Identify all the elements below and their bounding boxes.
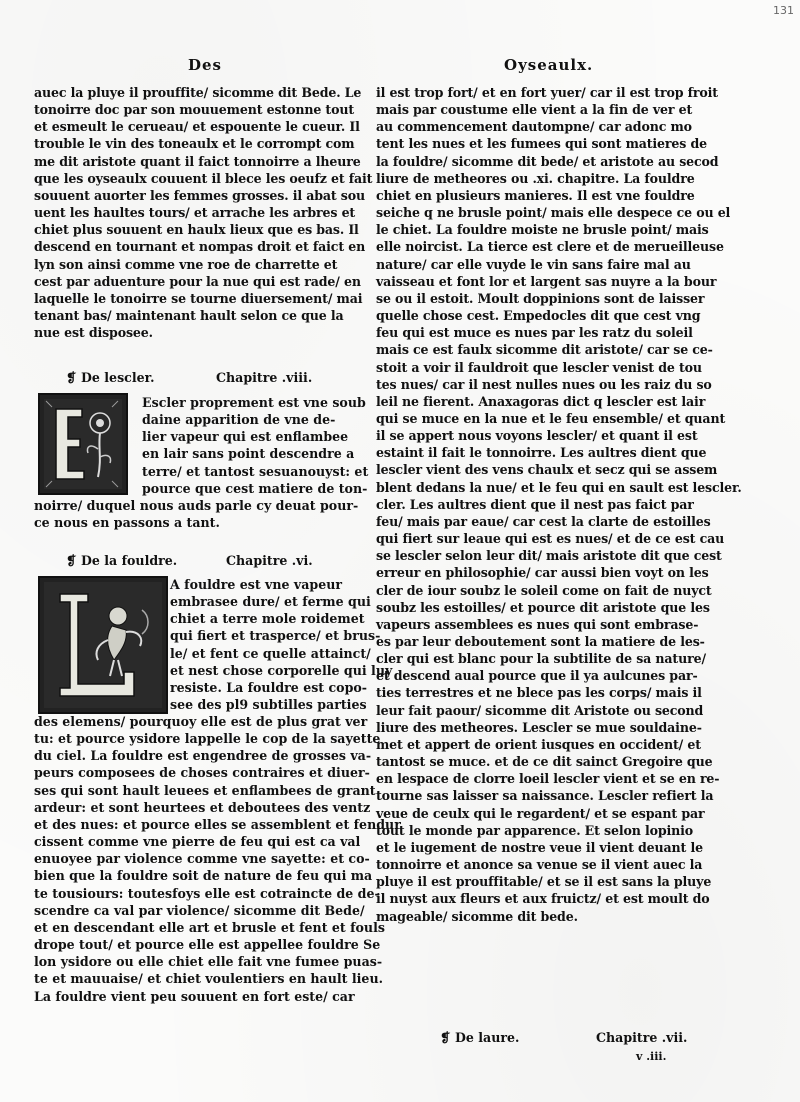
text-line: terre/ et tantost sesuanouyst: et: [142, 463, 369, 479]
text-line: pource que cest matiere de ton-: [142, 480, 368, 496]
text-line: que les oyseaulx couuent il blece les oeufz et fait: [34, 170, 373, 186]
text-line: qui se muce en la nue et le feu ensemble/ et quant: [376, 410, 726, 426]
paragraph-lescler-indented: [142, 394, 369, 497]
text-line: trouble le vin des toneaulx et le corrompt com: [34, 136, 355, 152]
text-line: le/ et fent ce quelle attainct/: [170, 645, 371, 661]
text-line: La fouldre vient peu souuent en fort este/ car: [34, 988, 355, 1004]
text-line: tent les nues et les fumees qui sont matieres de: [376, 136, 707, 152]
heading-label: De la fouldre.: [80, 553, 178, 568]
running-head-left: Des: [188, 56, 222, 74]
text-line: ties terrestres et ne blece pas les corps/ mais il: [376, 685, 702, 701]
text-line: tu: et pource ysidore lappelle le cop de la sayette: [34, 731, 381, 747]
running-head-right: Oyseaulx.: [504, 56, 594, 74]
text-line: et esmeult le cerueau/ et espouente le cueur. Il: [34, 119, 360, 135]
text-line: cissent comme vne pierre de feu qui est ca val: [34, 834, 361, 850]
text-line: mageable/ sicomme dit bede.: [376, 908, 578, 924]
paragraph-fouldre-full: [34, 713, 401, 1005]
text-line: cest par aduenture pour la nue qui est rade/ en: [34, 273, 361, 289]
text-line: qui fiert et trasperce/ et brus-: [170, 628, 381, 644]
text-line: et nest chose corporelle qui luy: [170, 662, 393, 678]
text-line: feu/ mais par eaue/ car cest la clarte de estoilles: [376, 513, 711, 529]
text-line: chiet en plusieurs manieres. Il est vne fouldre: [376, 187, 695, 203]
text-line: des elemens/ pourquoy elle est de plus grat ver: [34, 714, 368, 729]
text-line: lyn son ainsi comme vne roe de charrette et: [34, 256, 338, 272]
left-column-top: [34, 84, 373, 341]
text-line: au commencement dautompne/ car adonc mo: [376, 119, 692, 135]
text-line: veue de ceulx qui le regardent/ et se espant par: [376, 805, 705, 821]
text-line: tantost se muce. et de ce dit sainct Gregoire que: [376, 754, 713, 770]
paragraph-lescler-full: [34, 497, 360, 531]
text-line: tes nues/ car il nest nulles nues ou les raiz du so: [376, 376, 712, 392]
text-line: liure des metheores. Lescler se mue souldaine-: [376, 719, 702, 735]
text-line: et en descendant elle art et brusle et fent et fouls: [34, 919, 385, 935]
chapter-label: Chapitre .vii.: [596, 1030, 688, 1045]
text-line: tonnoirre et anonce sa venue se il vient auec la: [376, 857, 703, 873]
text-line: souuent auorter les femmes grosses. il abat sou: [34, 187, 365, 203]
text-line: se ou il estoit. Moult doppinions sont de laisser: [376, 290, 705, 306]
text-line: vapeurs assemblees es nues qui sont embrase-: [376, 616, 699, 632]
text-line: me dit aristote quant il faict tonnoirre a lheure: [34, 153, 361, 169]
section-heading-lescler: [66, 370, 155, 385]
text-line: du ciel. La fouldre est engendree de grosses va-: [34, 748, 372, 764]
text-line: stoit a voir il fauldroit que lescler venist de tou: [376, 359, 702, 375]
text-line: nue est disposee.: [34, 325, 153, 341]
text-line: Escler proprement est vne soub: [142, 395, 366, 410]
text-line: scendre ca val par violence/ sicomme dit Bede/: [34, 902, 365, 918]
text-line: ardeur: et sont heurtees et deboutees des ventz: [34, 799, 371, 815]
right-column: [376, 84, 742, 925]
text-line: resiste. La fouldre est copo-: [170, 679, 368, 695]
text-line: mais par coustume elle vient a la fin de ver et: [376, 102, 693, 118]
signature-mark: v .iii.: [636, 1050, 667, 1063]
text-line: auec la pluye il prouffite/ sicomme dit Bede. Le: [34, 85, 362, 100]
text-line: cler de iour soubz le soleil come on fait de nuyct: [376, 582, 712, 598]
text-line: il est trop fort/ et en fort yuer/ car il est trop froit: [376, 85, 718, 100]
section-heading-fouldre: [66, 553, 177, 568]
text-line: peurs composees de choses contraires et diuer-: [34, 765, 370, 781]
text-line: drope tout/ et pource elle est appellee fouldre Se: [34, 937, 381, 953]
text-line: bien que la fouldre soit de nature de feu qui ma: [34, 868, 373, 884]
text-line: la fouldre/ sicomme dit bede/ et aristote au secod: [376, 153, 719, 169]
text-line: embrasee dure/ et ferme qui: [170, 594, 371, 610]
text-line: ce nous en passons a tant.: [34, 515, 220, 531]
text-line: chiet a terre mole roidemet: [170, 611, 365, 627]
heading-label: De lescler.: [80, 370, 155, 385]
paragraph-mark-icon: ❡: [66, 553, 77, 568]
text-line: chiet plus souuent en haulx lieux que es bas. Il: [34, 222, 359, 238]
folio-number: 131: [773, 4, 794, 17]
text-line: tenant bas/ maintenant hault selon ce que la: [34, 308, 344, 324]
text-line: feu qui est muce es nues par les ratz du soleil: [376, 325, 693, 341]
text-line: se lescler selon leur dit/ mais aristote dit que cest: [376, 548, 722, 564]
text-line: uent les haultes tours/ et arrache les arbres et: [34, 205, 356, 221]
text-line: et descend aual pource que il ya aulcunes par-: [376, 668, 698, 684]
text-line: elle noircist. La tierce est clere et de merueilleuse: [376, 239, 724, 255]
text-line: nature/ car elle vuyde le vin sans faire mal au: [376, 256, 691, 272]
text-line: pluye il est prouffitable/ et se il est sans la pluye: [376, 874, 712, 890]
text-line: le chiet. La fouldre moiste ne brusle point/ mais: [376, 222, 709, 238]
text-line: te et mauuaise/ et chiet voulentiers en hault lieu.: [34, 971, 383, 987]
text-line: quelle chose cest. Empedocles dit que cest vng: [376, 308, 701, 324]
text-line: erreur en philosophie/ car aussi bien voyt on les: [376, 565, 709, 581]
text-line: A fouldre est vne vapeur: [170, 577, 343, 592]
text-line: lescler vient des vens chaulx et secz qui se assem: [376, 462, 718, 478]
text-line: et le iugement de nostre veue il vient deuant le: [376, 839, 703, 855]
chapter-label: Chapitre .viii.: [216, 370, 313, 385]
paragraph-fouldre-indented: [170, 576, 393, 713]
text-line: see des pl9 subtilles parties: [170, 697, 367, 713]
text-line: met et appert de orient iusques en occident/ et: [376, 736, 701, 752]
text-line: lon ysidore ou elle chiet elle fait vne fumee puas-: [34, 954, 383, 970]
decorated-initial-l-icon: [38, 576, 168, 714]
text-line: mais ce est faulx sicomme dit aristote/ car se ce-: [376, 342, 713, 358]
text-line: en lespace de clorre loeil lescler vient et se en re-: [376, 771, 720, 787]
heading-label: De laure.: [454, 1030, 520, 1045]
text-line: qui fiert sur leaue qui est es nues/ et de ce est cau: [376, 531, 725, 547]
text-line: cler. Les aultres dient que il nest pas faict par: [376, 496, 694, 512]
text-line: laquelle le tonoirre se tourne diuersement/ mai: [34, 290, 363, 306]
section-heading-laure: [440, 1030, 519, 1045]
text-line: cler qui est blanc pour la subtilite de sa nature/: [376, 651, 706, 667]
text-line: liure de metheores ou .xi. chapitre. La fouldre: [376, 170, 695, 186]
text-line: noirre/ duquel nous auds parle cy deuat pour-: [34, 498, 359, 513]
text-line: vaisseau et font lor et largent sas nuyre a la bour: [376, 273, 717, 289]
text-line: te tousiours: toutesfoys elle est cotraincte de de-: [34, 885, 380, 901]
text-line: tourne sas laisser sa naissance. Lescler refiert la: [376, 788, 714, 804]
text-line: ses qui sont hault leuees et enflambees de grant: [34, 782, 376, 798]
text-line: descend en tournant et nompas droit et faict en: [34, 239, 366, 255]
text-line: daine apparition de vne de-: [142, 412, 336, 428]
text-line: tout le monde par apparence. Et selon lopinio: [376, 822, 694, 838]
paragraph-mark-icon: ❡: [66, 370, 77, 385]
text-line: il se appert nous voyons lescler/ et quant il est: [376, 428, 698, 444]
text-line: en lair sans point descendre a: [142, 446, 355, 462]
text-line: enuoyee par violence comme vne sayette: et co-: [34, 851, 370, 867]
decorated-initial-e-icon: [38, 393, 128, 495]
text-line: es par leur deboutement sont la matiere de les-: [376, 634, 705, 649]
text-line: il nuyst aux fleurs et aux fruictz/ et est moult do: [376, 891, 710, 907]
text-line: tonoirre doc par son mouuement estonne tout: [34, 102, 355, 118]
text-line: leil ne fierent. Anaxagoras dict q lescler est lair: [376, 393, 706, 409]
chapter-label: Chapitre .vi.: [226, 553, 313, 568]
text-line: et des nues: et pource elles se assemblent et fendur: [34, 816, 401, 832]
paragraph-mark-icon: ❡: [440, 1030, 451, 1045]
text-line: seiche q ne brusle point/ mais elle despece ce ou el: [376, 205, 731, 221]
text-line: soubz les estoilles/ et pource dit aristote que les: [376, 599, 710, 615]
text-line: leur fait paour/ sicomme dit Aristote ou second: [376, 702, 704, 718]
text-line: estaint il fait le tonnoirre. Les aultres dient que: [376, 445, 707, 461]
text-line: lier vapeur qui est enflambee: [142, 429, 349, 445]
text-line: blent dedans la nue/ et le feu qui en sault est lescler.: [376, 479, 742, 495]
